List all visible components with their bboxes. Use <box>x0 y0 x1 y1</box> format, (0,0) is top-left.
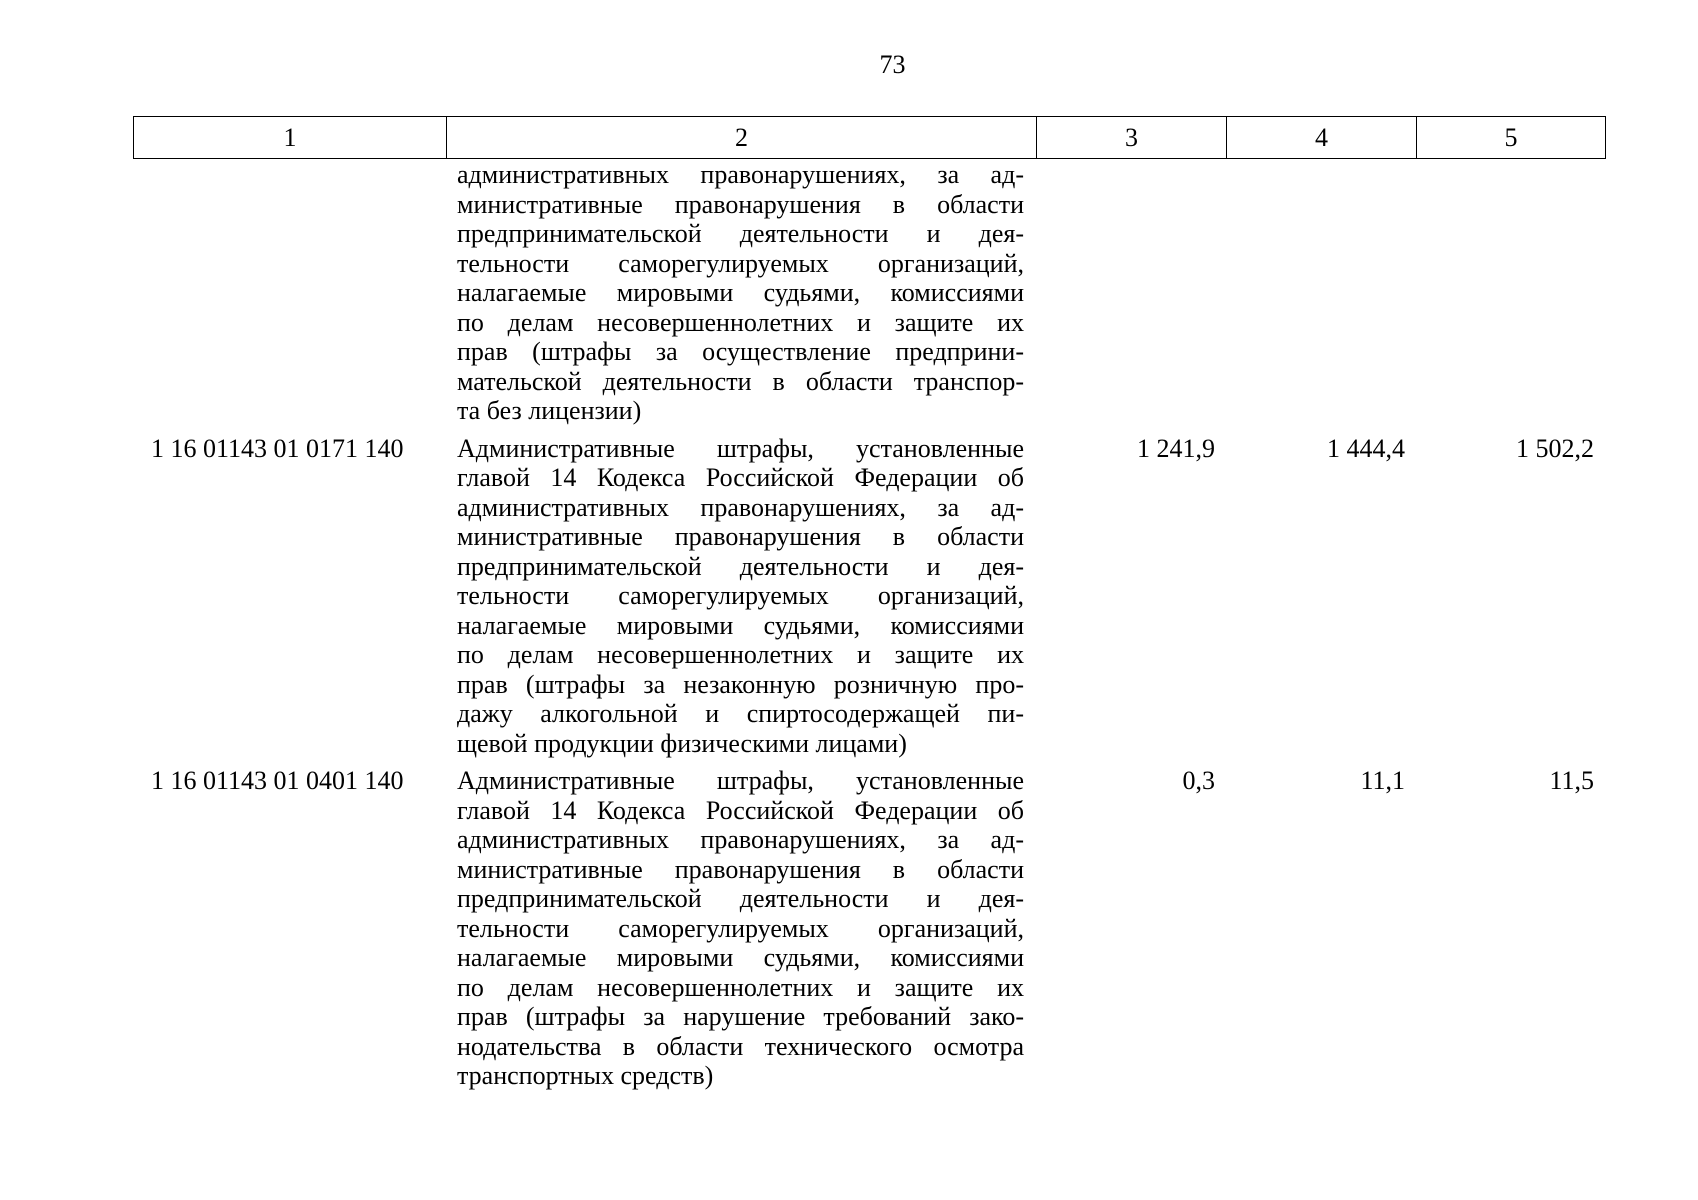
description-line: тельности саморегулируемых организаций, <box>457 581 1024 610</box>
page-number: 73 <box>879 50 906 79</box>
description-line: министративные правонарушения в области <box>457 189 1024 219</box>
description-line: главой 14 Кодекса Российской Федерации об <box>457 463 1024 492</box>
description-line: главой 14 Кодекса Российской Федерации об <box>457 795 1024 825</box>
description-line: тельности саморегулируемых организаций, <box>457 248 1024 278</box>
amount-cell-v4: 11,1 <box>1360 766 1405 795</box>
description-line: по делам несовершеннолетних и защите их <box>457 972 1024 1002</box>
description-line: по делам несовершеннолетних и защите их <box>457 307 1024 337</box>
table-body <box>133 160 1604 1091</box>
description-line: дажу алкогольной и спиртосодержащей пи- <box>457 699 1024 728</box>
amount-cell-v4: 1 444,4 <box>1327 433 1405 463</box>
income-description-cell <box>445 160 1035 426</box>
description-line: административных правонарушениях, за ад- <box>457 825 1024 854</box>
table-row <box>133 766 1604 1091</box>
description-line: тельности саморегулируемых организаций, <box>457 913 1024 943</box>
description-line: административных правонарушениях, за ад- <box>457 492 1024 522</box>
column-header-4: 4 <box>1226 117 1416 158</box>
description-line: министративные правонарушения в области <box>457 854 1024 884</box>
description-line: мательской деятельности в области транспор- <box>457 366 1024 396</box>
description-line: та без лицензии) <box>457 396 642 425</box>
income-description-cell <box>445 434 1035 759</box>
income-description-cell <box>445 766 1035 1091</box>
amount-cell-v3: 1 241,9 <box>1137 433 1215 463</box>
column-header-2: 2 <box>446 117 1036 158</box>
description-line: налагаемые мировыми судьями, комиссиями <box>457 278 1024 307</box>
amount-cell-v5: 1 502,2 <box>1516 433 1594 463</box>
description-line: предпринимательской деятельности и дея- <box>457 551 1024 581</box>
description-line: прав (штрафы за осуществление предприни- <box>457 337 1024 366</box>
description-line: нодательства в области технического осмотра <box>457 1031 1024 1061</box>
description-line: транспортных средств) <box>457 1061 714 1090</box>
budget-code-cell: 1 16 01143 01 0401 140 <box>151 766 404 795</box>
table-header-row <box>133 116 1606 159</box>
column-header-1: 1 <box>283 122 297 152</box>
description-line: прав (штрафы за незаконную розничную про- <box>457 669 1024 699</box>
column-header-3: 3 <box>1036 117 1226 158</box>
description-line: по делам несовершеннолетних и защите их <box>457 640 1024 669</box>
description-line: Административные штрафы, установленные <box>457 433 1024 463</box>
description-line: предпринимательской деятельности и дея- <box>457 219 1024 248</box>
description-line: налагаемые мировыми судьями, комиссиями <box>457 610 1024 640</box>
description-line: Административные штрафы, установленные <box>457 766 1024 795</box>
amount-cell-v3: 0,3 <box>1182 766 1215 795</box>
description-line: налагаемые мировыми судьями, комиссиями <box>457 943 1024 972</box>
amount-cell-v5: 11,5 <box>1549 766 1594 795</box>
description-line: административных правонарушениях, за ад- <box>457 160 1024 189</box>
description-line: предпринимательской деятельности и дея- <box>457 884 1024 913</box>
description-line: щевой продукции физическими лицами) <box>457 728 907 758</box>
column-header-5: 5 <box>1416 117 1605 158</box>
description-line: министративные правонарушения в области <box>457 522 1024 551</box>
budget-code-cell: 1 16 01143 01 0171 140 <box>151 433 404 463</box>
description-line: прав (штрафы за нарушение требований зако- <box>457 1002 1024 1031</box>
table-row <box>133 434 1604 759</box>
table-row <box>133 160 1604 426</box>
